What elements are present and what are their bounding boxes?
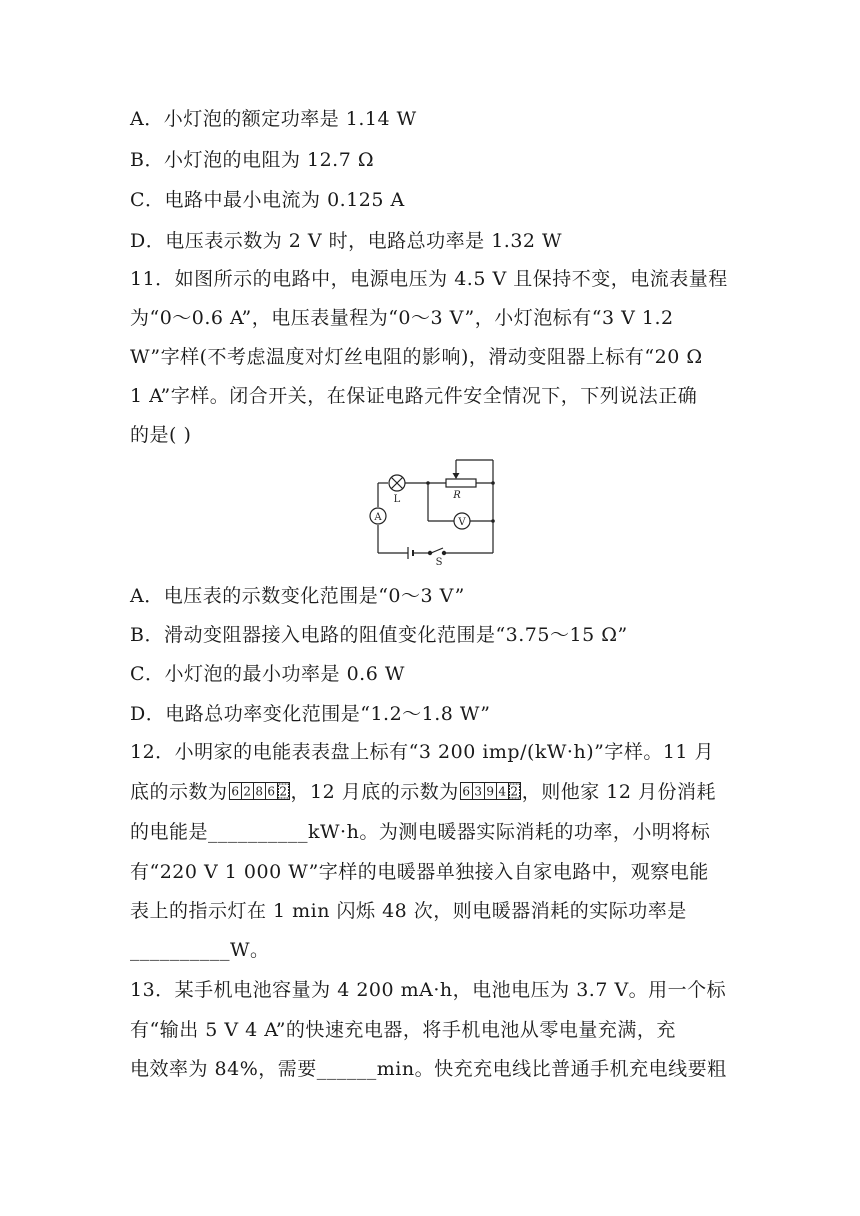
circuit-diagram (360, 458, 505, 568)
meter2-digit-5: 2 (510, 784, 519, 799)
lamp-label: L (393, 494, 401, 505)
q12-line-2-pre: 底的示数为 (130, 781, 228, 803)
q12-line-3: 的电能是__________kW·h。为测电暖器实际消耗的功率，小明将标 (130, 821, 711, 843)
junction-right-top (491, 481, 495, 485)
q13-line-3: 电效率为 84%，需要______min。快充充电线比普通手机充电线要粗 (130, 1058, 727, 1080)
q12-line-6: __________W。 (130, 939, 270, 961)
q12-line-2 (130, 777, 716, 804)
q10-option-a: A．小灯泡的额定功率是 1.14 W (130, 108, 417, 130)
q12-line-2-mid: ，12 月底的示数为 (290, 781, 459, 803)
meter1-digit-3: 8 (254, 784, 264, 799)
q11-option-c: C．小灯泡的最小功率是 0.6 W (130, 663, 405, 685)
q11-option-d: D．电路总功率变化范围是“1.2～1.8 W” (130, 703, 491, 725)
voltmeter-label: V (458, 517, 466, 528)
q10-option-c: C．电路中最小电流为 0.125 A (130, 189, 405, 211)
q13-line-1: 13．某手机电池容量为 4 200 mA·h，电池电压为 3.7 V。用一个标 (130, 979, 727, 1001)
q13-line-2: 有“输出 5 V 4 A”的快速充电器，将手机电池从零电量充满，充 (130, 1019, 676, 1041)
meter1-digit-1: 6 (230, 784, 240, 799)
switch-blade (431, 548, 443, 553)
junction-right-mid (491, 519, 495, 523)
q10-option-d: D．电压表示数为 2 V 时，电路总功率是 1.32 W (130, 230, 563, 252)
meter2-digit-1: 6 (462, 784, 471, 799)
q11-option-a: A．电压表的示数变化范围是“0～3 V” (130, 585, 465, 607)
q10-option-b: B．小灯泡的电阻为 12.7 Ω (130, 149, 375, 171)
junction-left (426, 481, 430, 485)
resistor-label: R (453, 490, 461, 501)
meter-reading-november (229, 781, 290, 801)
resistor-body (446, 479, 476, 487)
q11-stem-line-4: 1 A”字样。闭合开关，在保证电路元件安全情况下，下列说法正确 (130, 385, 698, 407)
switch-label: S (435, 557, 443, 568)
slider-arrow (453, 473, 460, 479)
meter2-digit-2: 3 (474, 784, 483, 799)
q12-line-2-post: ，则他家 12 月份消耗 (521, 781, 716, 803)
q12-line-1: 12．小明家的电能表表盘上标有“3 200 imp/(kW·h)”字样。11 月 (130, 741, 715, 763)
meter1-digit-5: 2 (278, 784, 288, 799)
meter2-digit-3: 9 (486, 784, 495, 799)
meter2-digit-4: 4 (498, 784, 507, 799)
q11-stem-line-3: W”字样(不考虑温度对灯丝电阻的影响)，滑动变阻器上标有“20 Ω (130, 346, 703, 368)
q11-option-b: B．滑动变阻器接入电路的阻值变化范围是“3.75～15 Ω” (130, 624, 628, 646)
q11-stem-line-5: 的是( ) (130, 424, 192, 446)
ammeter-label: A (374, 512, 382, 523)
q11-stem-line-1: 11．如图所示的电路中，电源电压为 4.5 V 且保持不变，电流表量程 (130, 268, 728, 290)
meter-reading-december (460, 781, 521, 801)
q12-line-4: 有“220 V 1 000 W”字样的电暖器单独接入自家电路中，观察电能 (130, 861, 709, 883)
meter1-digit-2: 2 (242, 784, 252, 799)
q11-stem-line-2: 为“0～0.6 A”，电压表量程为“0～3 V”，小灯泡标有“3 V 1.2 (130, 307, 674, 329)
q12-line-5: 表上的指示灯在 1 min 闪烁 48 次，则电暖器消耗的实际功率是 (130, 900, 687, 922)
meter1-digit-4: 6 (266, 784, 276, 799)
